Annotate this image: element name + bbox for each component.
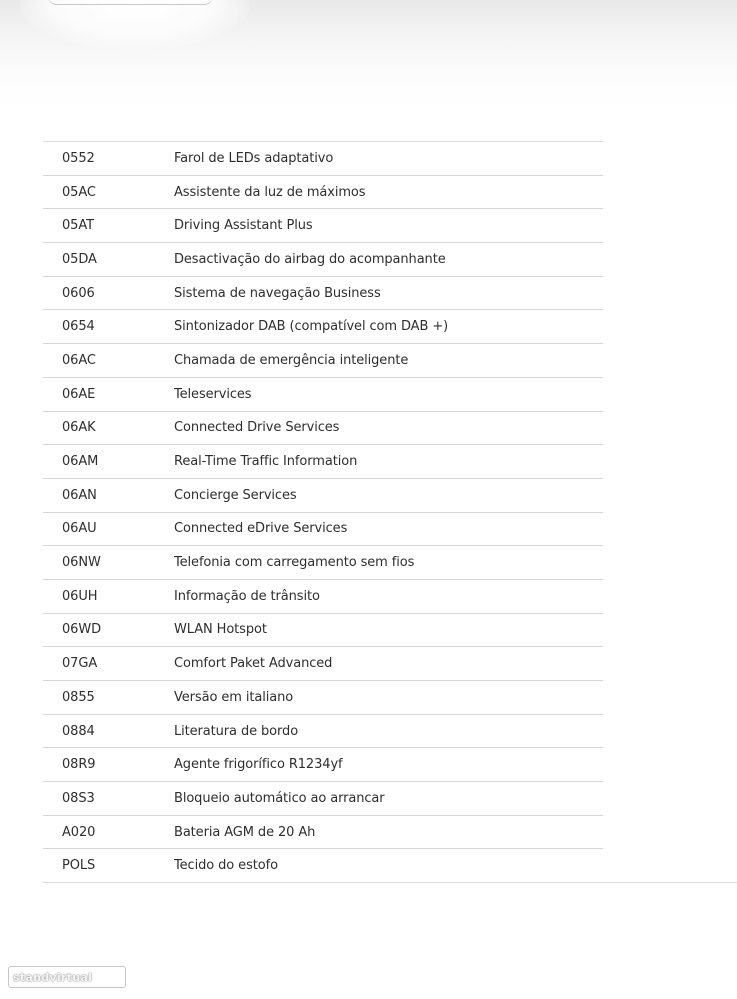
option-description: Real-Time Traffic Information: [174, 445, 603, 479]
option-code: 06WD: [43, 613, 174, 647]
option-description: Desactivação do airbag do acompanhante: [174, 243, 603, 277]
option-code: A020: [43, 815, 174, 849]
table-row: [43, 782, 603, 816]
option-code: 06AC: [43, 344, 174, 378]
table-row: [43, 377, 603, 411]
table-row: [43, 815, 603, 849]
top-card-edge: [48, 0, 213, 5]
option-description: Tecido do estofo: [174, 849, 603, 883]
option-description: Informação de trânsito: [174, 579, 603, 613]
option-code: 06AK: [43, 411, 174, 445]
option-description: Agente frigorífico R1234yf: [174, 748, 603, 782]
option-description: Driving Assistant Plus: [174, 209, 603, 243]
option-description: Teleservices: [174, 377, 603, 411]
table-row: [43, 243, 603, 277]
option-code: 06AM: [43, 445, 174, 479]
option-code: 0855: [43, 681, 174, 715]
table-row: [43, 209, 603, 243]
option-code: 0884: [43, 714, 174, 748]
option-code: 06AU: [43, 512, 174, 546]
option-code: 0606: [43, 276, 174, 310]
watermark-logo: standvirtual: [8, 966, 126, 988]
option-code: 08R9: [43, 748, 174, 782]
option-code: 05DA: [43, 243, 174, 277]
option-description: Connected eDrive Services: [174, 512, 603, 546]
option-description: Bateria AGM de 20 Ah: [174, 815, 603, 849]
option-code: POLS: [43, 849, 174, 883]
table-row: [43, 579, 603, 613]
option-code: 07GA: [43, 647, 174, 681]
option-description: Chamada de emergência inteligente: [174, 344, 603, 378]
table-row: [43, 748, 603, 782]
option-description: Assistente da luz de máximos: [174, 175, 603, 209]
table-row: [43, 445, 603, 479]
option-code: 0552: [43, 142, 174, 176]
option-description: Literatura de bordo: [174, 714, 603, 748]
option-code: 06UH: [43, 579, 174, 613]
table-row: [43, 546, 603, 580]
table-row: [43, 613, 603, 647]
table-row: [43, 478, 603, 512]
table-row: [43, 142, 603, 176]
option-description: Sintonizador DAB (compatível com DAB +): [174, 310, 603, 344]
option-description: WLAN Hotspot: [174, 613, 603, 647]
table-row: [43, 411, 603, 445]
option-code: 06AE: [43, 377, 174, 411]
table-row: [43, 647, 603, 681]
table-row: [43, 175, 603, 209]
table-row: [43, 310, 603, 344]
bottom-divider: [43, 882, 737, 883]
option-code: 0654: [43, 310, 174, 344]
option-description: Versão em italiano: [174, 681, 603, 715]
table-row: [43, 849, 603, 883]
table-row: [43, 512, 603, 546]
option-description: Connected Drive Services: [174, 411, 603, 445]
table-row: [43, 276, 603, 310]
equipment-options-table: [43, 141, 603, 883]
option-description: Concierge Services: [174, 478, 603, 512]
table-row: [43, 344, 603, 378]
option-description: Sistema de navegação Business: [174, 276, 603, 310]
options-table-body: [43, 142, 603, 883]
option-code: 05AC: [43, 175, 174, 209]
table-row: [43, 714, 603, 748]
table-row: [43, 681, 603, 715]
option-code: 06AN: [43, 478, 174, 512]
option-code: 08S3: [43, 782, 174, 816]
option-description: Farol de LEDs adaptativo: [174, 142, 603, 176]
option-code: 06NW: [43, 546, 174, 580]
option-description: Comfort Paket Advanced: [174, 647, 603, 681]
option-description: Telefonia com carregamento sem fios: [174, 546, 603, 580]
option-description: Bloqueio automático ao arrancar: [174, 782, 603, 816]
option-code: 05AT: [43, 209, 174, 243]
